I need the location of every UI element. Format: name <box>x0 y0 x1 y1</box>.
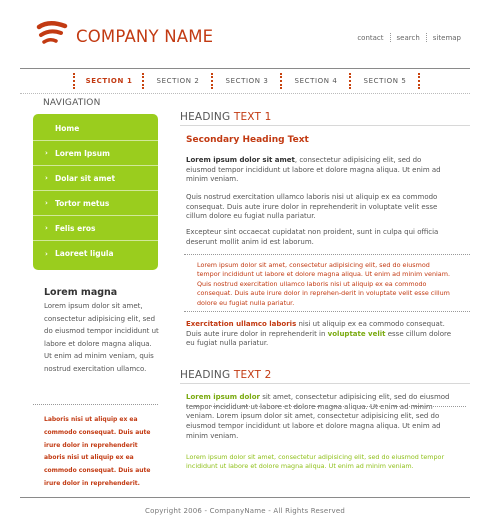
company-logo-icon <box>34 18 70 50</box>
secondary-heading: Secondary Heading Text <box>186 135 309 145</box>
chevron-right-icon: › <box>45 199 48 207</box>
heading-text-2 <box>180 369 272 381</box>
sidebar-item-label: Lorem Ipsum <box>55 148 110 158</box>
nav-divider <box>418 73 421 89</box>
tab-section-2[interactable]: SECTION 2 <box>156 77 200 85</box>
paragraph-body: esse cillum dolore eu fugiat nulla pariatur. <box>186 329 452 348</box>
paragraph-body: sit amet, consectetur adipisicing elit, sed do eiusmod tempor incididunt ut labore et dolore magna aliqua. Ut enim ad minim veniam. Lorem ipsum dolor sit amet, consectetur adipisicing elit, sed do eiusmod tempor incididunt ut labore et dolore magna aliqua. Ut enim ad minim veniam. <box>186 393 450 440</box>
paragraph <box>186 156 452 185</box>
sidebar-item-label: Felis eros <box>55 223 96 233</box>
sidebar-item-label: Laoreet ligula <box>55 249 114 258</box>
heading-prefix: HEADING <box>180 111 234 123</box>
green-paragraph: Lorem ipsum dolor sit amet, consectetur adipisicing elit, sed do eiusmod tempor incididunt ut labore et dolore magna aliqua. Ut enim ad minim veniam. <box>186 453 445 471</box>
sidebar-menu <box>33 114 158 270</box>
sidebar-item-label: Tortor metus <box>55 198 110 208</box>
footer-copyright: Copyright 2006 - CompanyName - All Rights Reserved <box>145 507 345 515</box>
heading-rule <box>180 125 470 126</box>
tab-section-1[interactable]: SECTION 1 <box>85 77 133 85</box>
chevron-right-icon: › <box>45 174 48 182</box>
sidebar-heading: Lorem magna <box>44 287 118 298</box>
chevron-right-icon: › <box>45 149 48 157</box>
paragraph: Quis nostrud exercitation ullamco laboris nisi ut aliquip ex ea commodo consequat. Duis aute irure dolor in reprehenderit in voluptate velit esse cillum dolore eu fugiat nulla pariatur. <box>186 193 438 221</box>
heading-prefix: HEADING <box>180 369 234 381</box>
paragraph-body: nisi ut aliquip ex ea commodo consequat. Duis aute irure dolor in reprehenderit in <box>186 320 445 338</box>
footer-rule <box>20 497 470 498</box>
sidebar-item-home[interactable] <box>33 116 158 141</box>
chevron-right-icon: › <box>45 224 48 232</box>
sidebar-item-label: Dolar sit amet <box>55 173 116 183</box>
heading-text-1 <box>180 111 272 123</box>
section-nav <box>20 71 470 91</box>
paragraph-lead: Lorem ipsum dolor sit amet <box>186 156 295 164</box>
inline-link[interactable]: voluptate velit <box>327 329 386 338</box>
quote-bottom-rule <box>184 311 470 312</box>
paragraph-body: , consectetur adipisicing elit, sed do eiusmod tempor incididunt ut labore et dolore magna aliqua. Ut enim ad minim veniam. <box>186 156 441 184</box>
company-name[interactable]: COMPANY NAME <box>76 27 214 46</box>
sidebar-divider <box>33 404 158 405</box>
sidebar-title: NAVIGATION <box>43 98 101 108</box>
tab-section-3[interactable]: SECTION 3 <box>225 77 269 85</box>
chevron-right-icon: › <box>45 249 48 258</box>
paragraph <box>186 393 452 442</box>
sidebar-item-lorem-ipsum[interactable] <box>33 141 158 166</box>
tab-section-5[interactable]: SECTION 5 <box>363 77 407 85</box>
paragraph-lead[interactable]: Lorem ipsum dolor <box>186 393 260 401</box>
sidebar-item-tortor-metus[interactable] <box>33 191 158 216</box>
quote-top-rule <box>184 254 470 255</box>
tab-section-4[interactable]: SECTION 4 <box>294 77 338 85</box>
paragraph: Excepteur sint occaecat cupidatat non proident, sunt in culpa qui officia deserunt mollit anim id est laborum. <box>186 228 439 246</box>
heading-accent: TEXT 2 <box>233 369 272 381</box>
sitemap-link[interactable]: sitemap <box>432 33 461 42</box>
sidebar-item-label: Home <box>55 123 80 133</box>
sidebar-item-dolar-sit-amet[interactable] <box>33 166 158 191</box>
top-links <box>351 33 461 42</box>
highlight-quote: Lorem ipsum dolor sit amet, consectetur adipisicing elit, sed do eiusmod tempor incididunt ut labore et dolore magna aliqua. Ut enim ad minim veniam. Quis nostrud exercitation ullamco laboris nisi ut aliquip ex ea commodo consequat. Duis aute irure dolor in reprehen-derit in voluptate velit esse cillum dolore eu fugiat nulla pariatur. <box>197 261 450 307</box>
heading-rule <box>180 383 470 384</box>
sidebar-text: Lorem ipsum dolor sit amet, consectetur adipisicing elit, sed do eiusmod tempor incididunt ut labore et dolore magna aliqua. Ut enim ad minim veniam, quis nostrud exercitation ullamco. <box>44 302 159 373</box>
paragraph-divider <box>186 406 466 407</box>
sidebar-highlight-text: Laboris nisi ut aliquip ex ea commodo consequat. Duis aute irure dolor in reprehenderit aboris nisi ut aliquip ex ea commodo consequat. Duis aute irure dolor in reprehenderit. <box>44 416 151 487</box>
sidebar-item-felis-eros[interactable] <box>33 216 158 241</box>
paragraph <box>186 320 452 349</box>
heading-accent: TEXT 1 <box>233 111 272 123</box>
paragraph-lead[interactable]: Exercitation ullamco laboris <box>186 320 297 328</box>
nav-top-rule <box>20 68 470 69</box>
contact-link[interactable]: contact <box>357 33 384 42</box>
sidebar-item-laoreet-ligula[interactable] <box>33 241 158 266</box>
search-link[interactable]: search <box>396 33 420 42</box>
nav-bottom-rule <box>20 93 470 94</box>
